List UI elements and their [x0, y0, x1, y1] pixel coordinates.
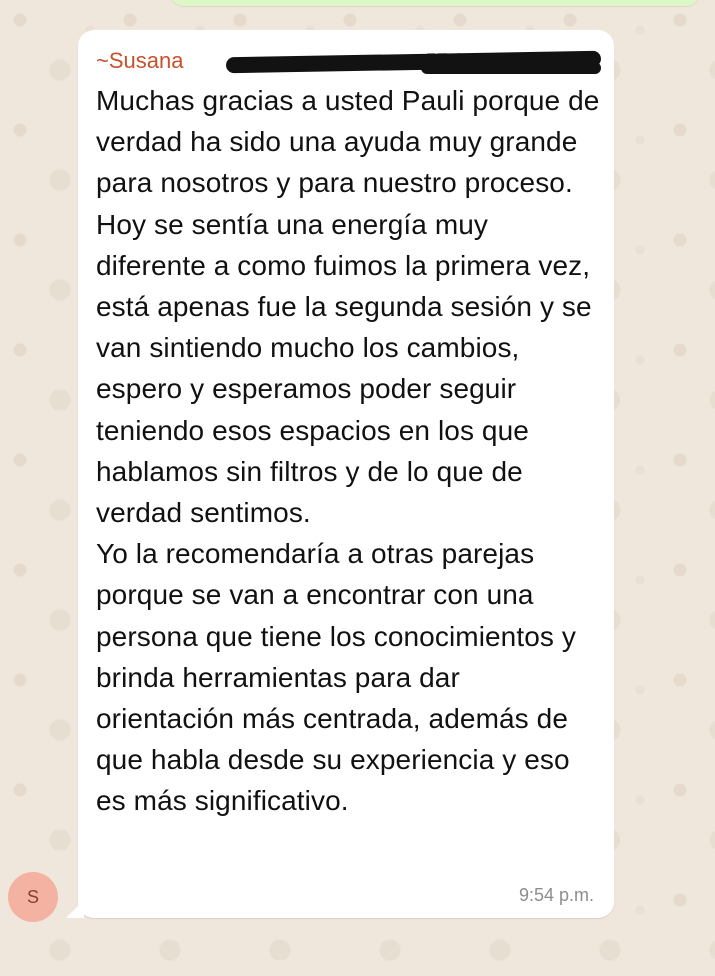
message-timestamp: 9:54 p.m.: [518, 885, 594, 905]
sender-name[interactable]: ~Susana: [96, 48, 184, 73]
sender-avatar[interactable]: S: [8, 872, 58, 922]
incoming-message-bubble[interactable]: [78, 30, 614, 918]
message-bubble-tail: [66, 900, 84, 918]
message-paragraph-1: Muchas gracias a usted Pauli porque de verdad ha sido una ayuda muy grande para nosotros y para nuestro proceso. Hoy se sentía una energía muy diferente a como fuimos la primera vez, está apenas fue la segunda sesión y se van sintiendo mucho los cambios, espero y esperamos poder seguir teniendo esos espacios en los que hablamos sin filtros y de lo que de verdad sentimos.: [96, 85, 600, 529]
previous-message-bubble[interactable]: [170, 0, 700, 6]
message-text: [96, 80, 601, 822]
redaction-bar: [421, 62, 601, 74]
message-paragraph-2: Yo la recomendaría a otras parejas porque se van a encontrar con una persona que tiene los conocimientos y brinda herramientas para dar orientación más centrada, además de que habla desde su experiencia y eso es más significativo.: [96, 538, 576, 817]
sender-header: [96, 46, 596, 76]
